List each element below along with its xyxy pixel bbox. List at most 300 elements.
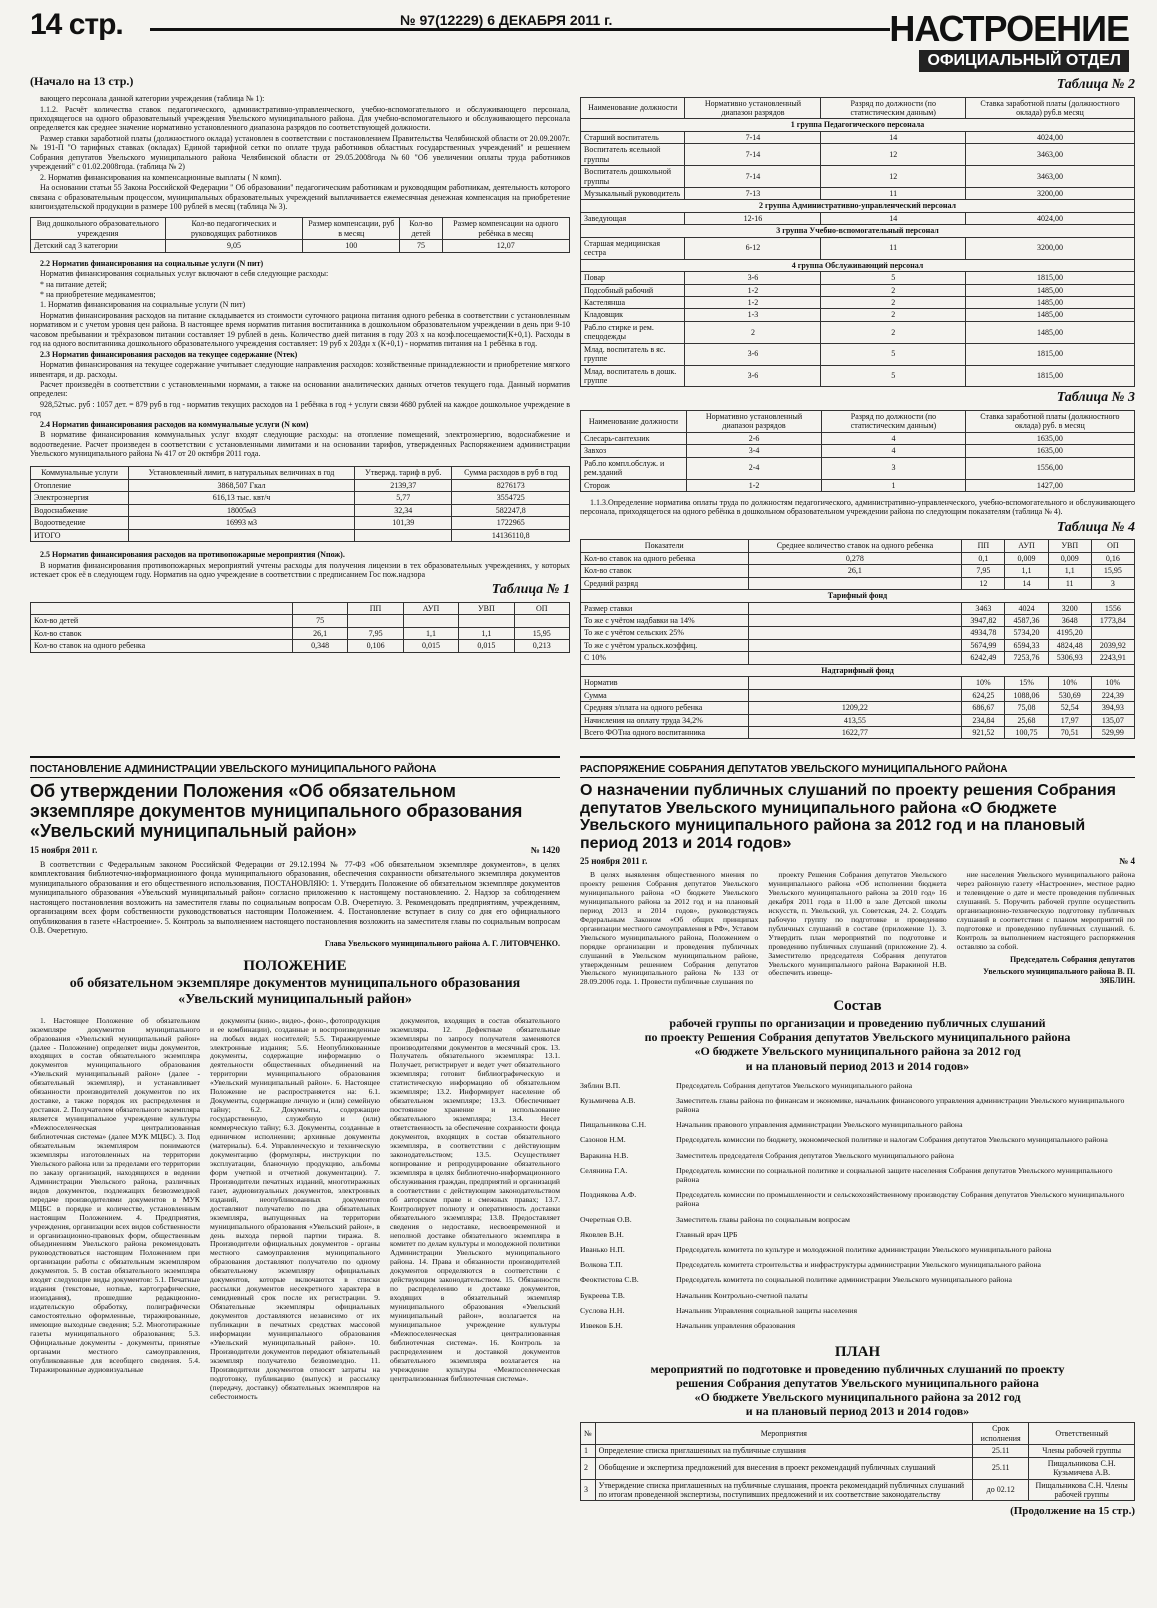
table-cell: Старший воспитатель: [581, 131, 685, 143]
order-article: [580, 750, 1135, 1518]
table-cell: 5674,99: [962, 639, 1005, 651]
table4-caption: Таблица № 4: [1056, 519, 1135, 535]
table-cell: 75,08: [1005, 702, 1048, 714]
table-cell: Кол-во детей: [31, 615, 293, 627]
table-cell: 1,1: [1005, 565, 1048, 577]
member-role: Председатель комитета по социальной политике администрации Увельского муниципального района: [676, 1275, 1012, 1285]
table-row: [581, 432, 1135, 444]
table-cell: Раб.по стирке и рем. спецодежды: [581, 321, 685, 343]
paragraph: 2.5 Норматив финансирования расходов на противопожарные мероприятия (Nпож).: [40, 550, 345, 560]
table-cell: 3554725: [452, 492, 570, 504]
table-cell: 3463,00: [966, 144, 1135, 166]
table-cell: Воспитатель ясельной группы: [581, 144, 685, 166]
table-cell: 11: [821, 237, 966, 259]
table-cell: 2: [821, 309, 966, 321]
table-row: [581, 188, 1135, 200]
member-role: Заместитель главы района по финансам и экономике, начальник финансового управления администрации Увельского муниципального района: [676, 1095, 1125, 1115]
paragraph: вающего персонала данной категории учреждения (таблица № 1):: [40, 94, 265, 104]
table-cell: 4024,00: [966, 212, 1135, 224]
table-cell: 3-6: [685, 365, 821, 387]
table-row: [581, 639, 1135, 651]
table-row: [581, 714, 1135, 726]
order-col-2: проекту Решения Собрания депутатов Увельского муниципального района «Об исполнении бюджета Увельского муниципального района за 2010 год» 16 декабря 2011 года в 11.00 в зале Детской школы искусств, п. Увельский, ул. Советская, 24. 2. Создать рабочую группу по подготовке и проведению публичных слушаний в составе (приложение 1). 3. Утвердить план мероприятий по подготовке и проведению публичных слушаний (приложение 2). 4. Заместителю председателя Собрания депутатов Увельского муниципального района Варакиной Н.В. обеспечить извеще-: [768, 869, 947, 978]
table-header-cell: ОП: [514, 602, 569, 614]
regulation-col-1: 1. Настоящее Положение об обязательном экземпляре документов муниципального образования «Увельский муниципальный район» (далее - Положение) определяет виды документов, входящих в состав обязательного экземпляра документов муниципального образования «Увельский муниципальный район» (далее - обязательный экземпляр), и устанавливает обязанности производителей документов по их доставке, а также порядок их распределения и доставки. 2. Получателем обязательного экземпляра является муниципальное учреждение культуры «Межпоселенческая централизованная библиотечная система» (далее МУК МЦБС). 3. Под обязательным экземпляром понимаются экземпляры изготовленных на территории Увельского района или за пределами его территории по заказу организаций, находящихся в ведении Администрации Увельского района, различных видов документов, подлежащих безвозмездной передаче производителями документов в МУК МЦБС в порядке и количестве, установленным настоящим Положением. 4. Предприятия, учреждения, организации всех видов собственности и организационно-правовых форм, общественным объединениям Увельского района рекомендовать руководствоваться настоящим Положением при организации работы с обязательным экземпляром документов. 5. В состав обязательного экземпляра входят следующие виды документов: 5.1. Печатные издания (текстовые, нотные, картографические, изоиздания), прошедшие редакционно-издательскую обработку, полиграфически самостоятельно оформленные, тиражированные, имеющие выходные сведения; 5.2. Многотиражные газеты муниципального образования; 5.3. Официальные документы - документы, принятые органами местного самоуправления, опубликованные для всеобщего сведения. 5.4. Тиражированные аудиовизуальные: [30, 1015, 200, 1374]
table-cell: 3200: [1048, 602, 1091, 614]
table-cell: Повар: [581, 272, 685, 284]
table-cell: 3947,82: [962, 615, 1005, 627]
plan-sub-2: решения Собрания депутатов Увельского муниципального района: [676, 1375, 1039, 1390]
order-col-1: В целях выявления общественного мнения по проекту решения Собрания депутатов Увельского муниципального района «О бюджете Увельского муниципального района за 2012 год и на плановый период 2013 и 2014 годов», руководствуясь Федеральным Законом «Об общих принципах организации местного самоуправления в РФ», Уставом Увельского муниципального района, Положением о порядке организации и проведения публичных слушаний в Увельском муниципальном районе, утвержденным решением Собрания депутатов Увельского муниципального района № 133 от 28.09.2006 года. 1. Провести публичные слушания по: [580, 869, 759, 987]
table-cell: 616,13 тыс. квт/ч: [129, 492, 355, 504]
table-header-cell: [31, 602, 293, 614]
paragraph: В норматив финансирования противопожарных мероприятий учтены расходы для получения лицензии в тех образовательных учреждениях, у которых истекает срок её в следующем году. Норматив на одно учреждение в соответствии с предписанием Гос пож.надзора: [30, 560, 570, 579]
member-role: Председатель комиссии по промышленности и сельскохозяйственному производству Собрания депутатов Увельского муниципального района: [676, 1190, 1125, 1209]
table3-caption: Таблица № 3: [1056, 390, 1135, 406]
table-header-row: [31, 602, 570, 614]
table-cell: 1556: [1091, 602, 1134, 614]
table-row: [581, 552, 1135, 564]
table-cell: 529,99: [1091, 726, 1134, 738]
table-row: [31, 479, 570, 491]
table-header-cell: АУП: [1005, 540, 1048, 552]
table-cell: 5306,93: [1048, 652, 1091, 664]
table-cell: [514, 615, 569, 627]
table-cell: 4195,20: [1048, 627, 1091, 639]
decree-kicker: ПОСТАНОВЛЕНИЕ АДМИНИСТРАЦИИ УВЕЛЬСКОГО МУНИЦИПАЛЬНОГО РАЙОНА: [30, 764, 560, 778]
table-cell: Водоснабжение: [31, 504, 129, 516]
table1-caption: Таблица № 1: [491, 582, 570, 598]
table-cell: 11: [821, 188, 966, 200]
table-cell: 1,1: [403, 627, 458, 639]
table-cell: Детский сад 3 категории: [31, 240, 166, 252]
table-cell: 2: [821, 296, 966, 308]
table-cell: 1773,84: [1091, 615, 1134, 627]
table-group-label: Тарифный фонд: [581, 590, 1135, 602]
newspaper-brand: НАСТРОЕНИЕ: [889, 8, 1129, 49]
table-cell: 1088,06: [1005, 689, 1048, 701]
table-cell: 5: [821, 272, 966, 284]
table-row: [31, 615, 570, 627]
table-group-label: 3 группа Учебно-вспомогательный персонал: [581, 225, 1135, 237]
member-name: Пищальникова С.Н.: [580, 1120, 647, 1130]
composition-heading: Состав: [833, 998, 882, 1015]
table-cell: 1485,00: [966, 284, 1135, 296]
table-cell: Кастелянша: [581, 296, 685, 308]
table-cell: 3200,00: [966, 237, 1135, 259]
member-name: Волкова Т.П.: [580, 1260, 623, 1270]
table-header-row: [581, 1423, 1135, 1445]
table-group-row: [581, 664, 1135, 676]
plan-heading: ПЛАН: [834, 1344, 881, 1361]
table-cell: Отопление: [31, 479, 129, 491]
table-cell: Средний разряд: [581, 577, 749, 589]
table-cell: 70,51: [1048, 726, 1091, 738]
table-cell: 12: [962, 577, 1005, 589]
table-cell: 1-2: [685, 296, 821, 308]
table-cell: Члены рабочей группы: [1029, 1445, 1135, 1457]
table-row: [31, 640, 570, 652]
order-columns: [580, 871, 1135, 988]
member-role: Председатель комиссии по социальной политике и социальной защите населения Собрания депутатов Увельского муниципального района: [676, 1165, 1113, 1184]
table-cell: То же с учётом сельских 25%: [581, 627, 749, 639]
table-cell: 413,55: [748, 714, 962, 726]
decree-body: В соответствии с Федеральным законом Российской Федерации от 29.12.1994 № 77-ФЗ «Об обязательном экземпляре документов», в целях комплектования библиотечно-информационного фонда муниципального образования, обеспечения сохранности обязательного экземпляра документов муниципального образования и его общественного использования, ПОСТАНОВЛЯЮ: 1. Утвердить Положение об обязательном экземпляре документов муниципального образования «Увельский муниципальный район» согласно приложению к настоящему постановлению. 2. Надзор за соблюдением настоящего постановления возложить на заместителя главы по социальным вопросам О.В. Очеретную. 3. Рекомендовать предприятиям, учреждениям, организациям всех форм собственности руководствоваться настоящим Положением. 4. Постановление вступает в силу со дня его официального опубликования в газете «Настроение». 5. Контроль за выполнением настоящего постановления возложить на заместителя главы по социальным вопросам О.В. Очеретную.: [30, 860, 560, 936]
order-number: № 4: [1119, 856, 1135, 867]
table-cell: 7-14: [685, 166, 821, 188]
utilities-table: [30, 466, 570, 542]
member-role: Председатель комиссии по бюджету, экономической политике и налогам Собрания депутатов Увельского муниципального района: [676, 1135, 1108, 1145]
regulation-col-3: документов, входящих в состав обязательного экземпляра. 12. Дефектные обязательные экземпляры по запросу получателя заменяются производителями документов в месячный срок. 13. Получатель обязательного экземпляра: 13.1. Получает, регистрирует и ведет учет обязательного экземпляра; готовит библиографическую и статистическую информацию об обязательном экземпляре; 13.2. Информирует население об обязательном экземпляре; 13.3. Обеспечивает постоянное хранение и использование обязательного экземпляра; 13.4. Несет ответственность за обеспечение сохранности фонда документов, входящих в состав обязательного экземпляра, в соответствии с действующим законодательством; 13.5. Осуществляет копирование и репродуцирование обязательного экземпляра в целях библиотечно-информационного обслуживания граждан, предприятий и организаций в соответствии с действующим законодательством об авторском праве и смежных правах; 13.7. Контролирует полноту и оперативность доставки обязательного экземпляра; 13.8. Предоставляет сведения о недоставке, несвоевременной и неполной доставке обязательного экземпляра в комитет по делам культуры и молодежной политики Администрации Увельского муниципального района. 14. Права и обязанности производителей документов определяются в соответствии с действующим законодательством. 15. Обязанности по распределению и доставке документов, входящих в обязательный экземпляр муниципального образования «Увельский муниципальный район», возлагается на муниципальное учреждение культуры «Межпоселенческая централизованная библиотечная система». 16. Контроль за распределением и доставкой документов обязательного экземпляра возлагается на учреждение культуры «Межпоселенческая централизованная библиотечная система».: [390, 1015, 560, 1383]
fire-paragraphs: [30, 550, 570, 579]
table-row: [581, 689, 1135, 701]
decree-article: [30, 750, 560, 1403]
table-header-cell: Срок исполнения: [973, 1423, 1029, 1445]
table-group-label: 4 группа Обслуживающий персонал: [581, 259, 1135, 271]
table-cell: 3: [822, 457, 966, 479]
table-cell: 1,1: [459, 627, 514, 639]
table-cell: 7,95: [348, 627, 403, 639]
table-cell: Кладовщик: [581, 309, 685, 321]
member-role: Главный врач ЦРБ: [676, 1229, 738, 1239]
table-cell: 1485,00: [966, 296, 1135, 308]
table-cell: 1,1: [1048, 565, 1091, 577]
paragraph: 1.1.2. Расчёт количества ставок педагогического, административно-управленческого, учебно-вспомогательного и обслуживающего персонала, приходящегося на одного образовательный учреждения Увельского муниципального района. Для учебно-вспомогательного и обслуживающего персонала определяется как среднее значение нормативно установленного диапазона разрядов по соответствующей должности.: [30, 104, 570, 133]
left-column: [30, 74, 570, 653]
table-cell: 1427,00: [965, 479, 1134, 491]
table-cell: Музыкальный руководитель: [581, 188, 685, 200]
table-group-row: [581, 200, 1135, 212]
table-cell: 6-12: [685, 237, 821, 259]
table-cell: 25.11: [973, 1457, 1029, 1479]
table-cell: 8276173: [452, 479, 570, 491]
table-cell: Водоотведение: [31, 517, 129, 529]
table-cell: [748, 577, 962, 589]
table-header-cell: Размер компенсации, руб в месяц: [303, 218, 400, 240]
table-header-cell: Кол-во педагогических и руководящих работников: [165, 218, 303, 240]
table-cell: Воспитатель дошкольной группы: [581, 166, 685, 188]
table-cell: 0,106: [348, 640, 403, 652]
table-cell: Кол-во ставок на одного ребенка: [581, 552, 749, 564]
table-cell: 1635,00: [965, 445, 1134, 457]
table-cell: 2-4: [686, 457, 821, 479]
table-cell: Сумма: [581, 689, 749, 701]
table-cell: [748, 615, 962, 627]
table-header-row: [581, 540, 1135, 552]
table-header-cell: Среднее количество ставок на одного ребенка: [748, 540, 962, 552]
table-group-label: 2 группа Административно-управленческий персонал: [581, 200, 1135, 212]
order-kicker: РАСПОРЯЖЕНИЕ СОБРАНИЯ ДЕПУТАТОВ УВЕЛЬСКОГО МУНИЦИПАЛЬНОГО РАЙОНА: [580, 764, 1135, 778]
issue-info: № 97(12229) 6 ДЕКАБРЯ 2011 г.: [400, 12, 613, 28]
table-cell: 4: [822, 432, 966, 444]
table-cell: Кол-во ставок на одного ребенка: [31, 640, 293, 652]
table-cell: Старшая медицинская сестра: [581, 237, 685, 259]
paragraph: 1. Норматив финансирования на социальные услуги (N пит): [40, 300, 246, 310]
table-cell: 4587,36: [1005, 615, 1048, 627]
table-cell: 2: [581, 1457, 596, 1479]
table-cell: 12,07: [442, 240, 569, 252]
paragraph: * на питание детей;: [40, 279, 107, 289]
table-cell: 14: [821, 131, 966, 143]
table-row: [581, 272, 1135, 284]
member-role: Председатель комитета строительства и инфраструктуры администрации Увельского муниципального района: [676, 1260, 1042, 1270]
paragraph: 2.4 Норматив финансирования расходов на коммунальные услуги (N ком): [40, 419, 309, 429]
table-cell: 3-6: [685, 343, 821, 365]
table-header-cell: УВП: [1048, 540, 1091, 552]
table-header-cell: [292, 602, 347, 614]
table-cell: 12: [821, 144, 966, 166]
table-cell: Подсобный рабочий: [581, 284, 685, 296]
table-cell: 14: [1005, 577, 1048, 589]
table-row: [581, 1445, 1135, 1457]
table-cell: 3-4: [686, 445, 821, 457]
table-row: [581, 296, 1135, 308]
table-group-row: [581, 259, 1135, 271]
table-cell: 7-14: [685, 144, 821, 166]
table-row: [581, 726, 1135, 738]
compensation-table: [30, 217, 570, 252]
table-cell: Электроэнергия: [31, 492, 129, 504]
table-cell: 2139,37: [354, 479, 452, 491]
paragraph: 2.3 Норматив финансирования расходов на текущее содержание (Nтек): [40, 349, 298, 359]
table-cell: Обобщение и экспертиза предложений для внесения в проект рекомендаций публичных слушаний: [595, 1457, 972, 1479]
regulation-col-2: документы (кино-, видео-, фоно-, фотопродукция и ее комбинации), созданные и воспроизведенные на любых видах носителей; 5.5. Тиражируемые электронные издания; 5.6. Неопубликованные документы, содержащие информацию о деятельности общественных объединений на территории муниципального образования «Увельский муниципальный район». 6. Настоящее Положение не распространяется на: 6.1. Документы, содержащие личную и (или) семейную тайну; 6.2. Документы, содержащие государственную, служебную и (или) коммерческую тайну; 6.3. Документы, созданные в единичном исполнении; архивные документы (материалы). 6.4. Управленческую и техническую документацию (формуляры, инструкции по эксплуатации, бланочную продукцию, альбомы форм учетной и отчетной документации). 7. Производители печатных изданий, многотиражных газет, аудиовизуальных документов, электронных изданий, неопубликованных документов доставляют получателю по два обязательных экземпляра, выпущенных на территории муниципального образования «Увельский район», в день выхода первой партии тиража. 8. Производители официальных документов - органы местного самоуправления муниципального образования доставляют получателю по одному обязательному экземпляру официальных документов, которые включаются в списки рассылки документов несекретного характера в семидневный срок после их регистрации. 9. Обязательные экземпляры официальных документов доставляются независимо от их публикации в печатных средствах массовой информации муниципального образования «Увельский муниципальный район». 10. Производители документов передают обязательный экземпляр получателю безвозмездно. 11. Производители документов относят затраты на подготовку, публикацию (выпуск) и рассылку (передачу, доставку) обязательных экземпляров на себестоимость: [210, 1015, 380, 1401]
table-header-cell: Ставка заработной платы (должностного оклада) руб. в месяц: [965, 410, 1134, 432]
table-cell: 4934,78: [962, 627, 1005, 639]
table-cell: 1: [822, 479, 966, 491]
table-cell: 0,015: [403, 640, 458, 652]
table-cell: Завхоз: [581, 445, 687, 457]
table-row: [581, 615, 1135, 627]
table-row: [581, 602, 1135, 614]
table-cell: 3200,00: [966, 188, 1135, 200]
table-header-cell: Разряд по должности (по статистическим данным): [821, 97, 966, 119]
table-header-cell: Утвержд. тариф в руб.: [354, 467, 452, 479]
regulation-subheading-1: об обязательном экземпляре документов муниципального образования: [69, 975, 521, 991]
table-cell: 135,07: [1091, 714, 1134, 726]
table-cell: Кол-во ставок: [31, 627, 293, 639]
table-row: [581, 577, 1135, 589]
table-cell: 2: [685, 321, 821, 343]
table-row: [31, 529, 570, 541]
table-row: [581, 479, 1135, 491]
table-cell: [348, 615, 403, 627]
table-row: [581, 677, 1135, 689]
order-col-3: ние населения Увельского муниципального района через районную газету «Настроение», местное радио и телевидение о дате и месте проведения публичных слушаний. 5. Поручить рабочей группе осуществить организационно-техническую подготовку публичных слушаний в соответствии с планом мероприятий по подготовке и проведению публичных слушаний. 6. Контроль за выполнением настоящего распоряжения оставляю за собой.: [956, 869, 1135, 951]
divider: [30, 756, 560, 758]
paragraph: Размер ставки заработной платы (должностного оклада) установлен в соответствии с постановлением Правительства Челябинской области от 20.09.2007г. № 191-П "О тарифных ставках (окладах) Единой тарифной сетки по оплате труда работников областных государственных учреждений" и решением Собрания депутатов Увельского муниципального района Челябинской области от 29.05.2008года №60 "Об увеличении оплаты труда работников учреждений" с 01.02.2008года. (таблица № 2): [30, 133, 570, 172]
divider: [580, 756, 1135, 758]
plan-sub-3: «О бюджете Увельского муниципального района за 2012 год: [694, 1390, 1021, 1405]
order-signature-1: Председатель Собрания депутатов: [1009, 954, 1135, 964]
paragraph: Норматив финансирования социальных услуг включают в себя следующие расходы:: [40, 269, 329, 279]
table-header-cell: Вид дошкольного образовательного учреждения: [31, 218, 166, 240]
member-role: Начальник правового управления администрации Увельского муниципального района: [676, 1120, 963, 1130]
table-cell: Пищальникова С.Н. Кузьмичева А.В.: [1029, 1457, 1135, 1479]
table-cell: То же с учётом уральск.коэффиц.: [581, 639, 749, 651]
intro-paragraphs: [30, 94, 570, 211]
member-role: Начальник Контрольно-счетной палаты: [676, 1290, 808, 1300]
table-cell: Утверждение списка приглашенных на публичные слушания, проекта рекомендаций публичных слушаний по итогам проведенной экспертизы, поступивших предложений и их соответствие законодательству: [595, 1479, 972, 1501]
table-2: [580, 97, 1135, 388]
member-name: Очеретная О.В.: [580, 1214, 632, 1224]
table-cell: 4024,00: [966, 131, 1135, 143]
table-group-row: [581, 119, 1135, 131]
member-name: Сазонов Н.М.: [580, 1135, 626, 1145]
table-header-cell: Размер компенсации на одного ребёнка в месяц: [442, 218, 569, 240]
paragraph: Расчет произведён в соответствии с установленными нормами, а также на основании аналитических данных отчетов текущего года. Данный норматив определен:: [30, 379, 570, 399]
table-row: [581, 309, 1135, 321]
table-header-cell: ПП: [962, 540, 1005, 552]
table-cell: 12-16: [685, 212, 821, 224]
table-cell: Слесарь-сантехник: [581, 432, 687, 444]
decree-meta: [30, 845, 560, 856]
table-cell: 0,015: [459, 640, 514, 652]
table-cell: ИТОГО: [31, 529, 129, 541]
table-cell: 4: [822, 445, 966, 457]
table-cell: 1-2: [685, 284, 821, 296]
table-header-cell: Нормативно установленный диапазон разрядов: [685, 97, 821, 119]
table-header-cell: Кол-во детей: [400, 218, 442, 240]
member-name: Зяблин В.П.: [580, 1080, 621, 1090]
table-cell: 0,278: [748, 552, 962, 564]
table-header-row: [31, 467, 570, 479]
decree-number: № 1420: [530, 845, 560, 856]
member-role: Заместитель председателя Собрания депутатов Увельского муниципального района: [676, 1150, 954, 1160]
table-row: [581, 166, 1135, 188]
table-cell: 1722965: [452, 517, 570, 529]
member-name: Позднякова А.Ф.: [580, 1190, 637, 1200]
table-cell: 2: [821, 284, 966, 296]
table-cell: Заведующая: [581, 212, 685, 224]
table-header-cell: УВП: [459, 602, 514, 614]
table-cell: То же с учётом надбавки на 14%: [581, 615, 749, 627]
table-cell: 0,009: [1048, 552, 1091, 564]
table-cell: 15,95: [1091, 565, 1134, 577]
table-cell: 234,84: [962, 714, 1005, 726]
table-cell: [403, 615, 458, 627]
table-cell: 686,67: [962, 702, 1005, 714]
table-4: [580, 539, 1135, 739]
table-cell: 5734,20: [1005, 627, 1048, 639]
table-cell: 7,95: [962, 565, 1005, 577]
member-role: Председатель комитета по культуре и молодежной политике администрации Увельского муниципального района: [676, 1244, 1052, 1254]
table-header-cell: Ставка заработной платы (должностного оклада) руб.в месяц: [966, 97, 1135, 119]
social-paragraphs: [30, 259, 570, 459]
table-group-label: 1 группа Педагогического персонала: [581, 119, 1135, 131]
table-cell: 52,54: [1048, 702, 1091, 714]
paragraph: На основании статьи 55 Закона Российской Федерации " Об образовании" педагогическим работникам и руководящим работникам, деятельность которого связана с образовательным процессом, муниципальных образовательных учреждений выплачивается ежемесячная денежная компенсация на приобретение книгоиздательской продукции в размере 100 рублей в месяц (таблица № 3).: [30, 183, 570, 211]
table-cell: до 02.12: [973, 1479, 1029, 1501]
table-row: [581, 652, 1135, 664]
table-header-cell: Установленный лимит, в натуральных величинах в год: [129, 467, 355, 479]
table-row: [31, 517, 570, 529]
table-row: [31, 492, 570, 504]
table-header-cell: Ответственный: [1029, 1423, 1135, 1445]
table-cell: 7-13: [685, 188, 821, 200]
table-cell: 6242,49: [962, 652, 1005, 664]
table-cell: 4024: [1005, 602, 1048, 614]
table-cell: [459, 615, 514, 627]
table-row: [581, 627, 1135, 639]
table-cell: 15%: [1005, 677, 1048, 689]
table-row: [581, 702, 1135, 714]
regulation-subheading-2: «Увельский муниципальный район»: [178, 992, 412, 1008]
paragraph: * на приобретение медикаментов;: [40, 290, 156, 300]
table-cell: 14: [821, 212, 966, 224]
continuation-footer: (Продолжение на 15 стр.): [1010, 1505, 1135, 1518]
table-header-cell: Наименование должности: [581, 410, 687, 432]
table-cell: С 10%: [581, 652, 749, 664]
member-name: Варакина Н.В.: [580, 1150, 629, 1160]
table-cell: Млад. воспитатель в яс. группе: [581, 343, 685, 365]
table-row: [581, 237, 1135, 259]
table-cell: 3463: [962, 602, 1005, 614]
table-cell: 5: [821, 343, 966, 365]
table-row: [581, 365, 1135, 387]
table-cell: 10%: [1048, 677, 1091, 689]
paragraph: Норматив финансирования расходов на питание складывается из стоимости суточного рациона питания одного ребенка в соответствии с установленным нормативом и с учетом уровня цен района. В настоящее время норматив питания воспитанника в дошкольном образовательном учреждении в день при 9-10 часовом пребывании и трёхразовом питании составляет 19 рублей в день. Количество дней питания в году 203 х на коэф.посещаемости(К+0,1). Расходы в год на одного воспитанника дошкольного образовательного учреждения составляет: 19 руб х 203дн х (К+0,1) - норматив питания на 1 ребёнка в год.: [30, 310, 570, 349]
table-cell: [748, 677, 962, 689]
table-cell: 3-6: [685, 272, 821, 284]
paragraph: 928,52тыс. руб : 1057 дет. = 879 руб в год - норматив текущих расходов на 1 ребёнка в год + услуги связи 4680 рублей на каждое дошкольное учреждение в год: [30, 399, 570, 419]
table-cell: 2: [821, 321, 966, 343]
table-row: [581, 343, 1135, 365]
table-cell: 1635,00: [965, 432, 1134, 444]
table-cell: Средняя з/плата на одного ребенка: [581, 702, 749, 714]
table-cell: Млад. воспитатель в дошк. группе: [581, 365, 685, 387]
table-header-row: [581, 410, 1135, 432]
table-cell: 0,009: [1005, 552, 1048, 564]
table-cell: 1485,00: [966, 309, 1135, 321]
table-row: [581, 1457, 1135, 1479]
table-cell: 2039,92: [1091, 639, 1134, 651]
table-cell: 6594,33: [1005, 639, 1048, 651]
member-name: Букреева Т.В.: [580, 1290, 625, 1300]
table-header-row: [581, 97, 1135, 119]
table-header-cell: Показатели: [581, 540, 749, 552]
table-cell: Размер ставки: [581, 602, 749, 614]
plan-sub-1: мероприятий по подготовке и проведению публичных слушаний по проекту: [650, 1361, 1065, 1376]
table-cell: 10%: [962, 677, 1005, 689]
paragraph: Норматив финансирования на текущее содержание учитывает следующие направления расходов: хозяйственные принадлежности и приобретение мягкого инвентаря, и др. расходы.: [30, 360, 570, 379]
header-rule: [150, 28, 890, 31]
table-cell: [748, 602, 962, 614]
table-cell: [748, 652, 962, 664]
table-cell: 1556,00: [965, 457, 1134, 479]
decree-signature: Глава Увельского муниципального района А. Г. ЛИТОВЧЕНКО.: [324, 938, 560, 948]
plan-sub-4: и на плановый период 2013 и 2014 годов»: [745, 1404, 970, 1419]
working-group-list: [580, 1081, 1135, 1330]
table-row: [581, 457, 1135, 479]
right-column: [580, 74, 1135, 739]
table-row: [581, 284, 1135, 296]
table-cell: 1485,00: [966, 321, 1135, 343]
decree-title: Об утверждении Положения «Об обязательном экземпляре документов муниципального образования «Увельский муниципальный район»: [30, 781, 523, 841]
regulation-columns: [30, 1017, 560, 1403]
table-cell: 3463,00: [966, 166, 1135, 188]
table-cell: [354, 529, 452, 541]
table-header-cell: Коммунальные услуги: [31, 467, 129, 479]
table-cell: 11: [1048, 577, 1091, 589]
table-cell: 3: [581, 1479, 596, 1501]
composition-sub-3: «О бюджете Увельского муниципального района за 2012 год: [694, 1044, 1021, 1059]
table-group-label: Надтарифный фонд: [581, 664, 1135, 676]
paragraph: 2.2 Норматив финансирования на социальные услуги (N пит): [40, 258, 264, 268]
table-row: [581, 144, 1135, 166]
table-3: [580, 410, 1135, 492]
member-role: Начальник Управления социальной защиты населения: [676, 1305, 858, 1315]
